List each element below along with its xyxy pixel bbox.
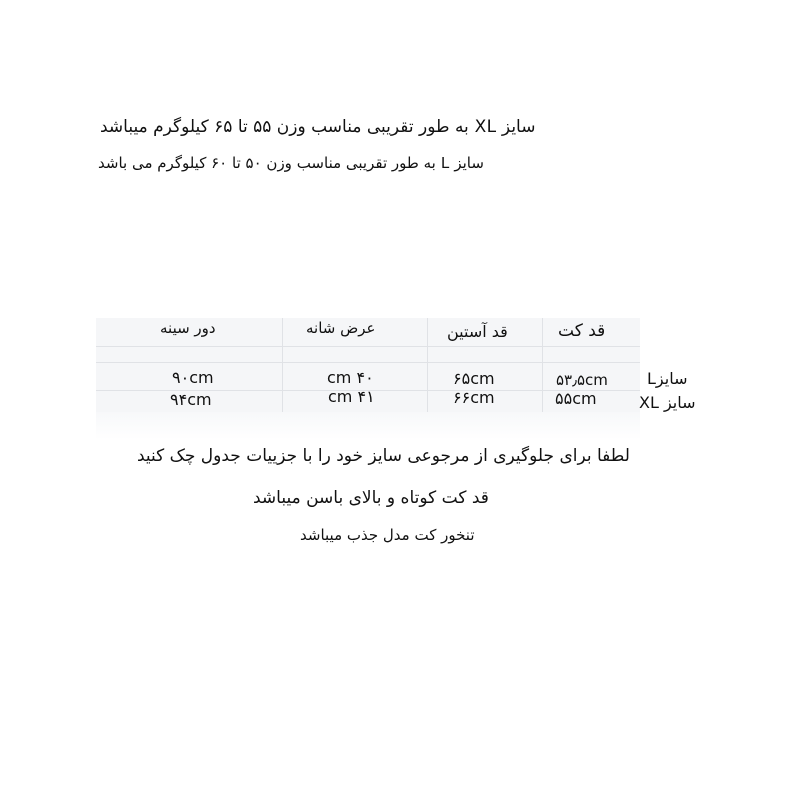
fit-note: تنخور کت مدل جذب میباشد [300,526,475,544]
header-shoulder: عرض شانه [306,319,376,337]
header-chest: دور سینه [160,319,216,337]
cell-length-xl: ۵۵cm [555,389,597,408]
header-length: قد کت [558,321,606,341]
row-label-xl: سایز XL [639,393,696,412]
cell-shoulder-xl: cm ۴۱ [328,387,375,406]
cell-length-l: ۵۳٫۵cm [556,371,608,389]
table-shadow [96,412,640,440]
short-length-note: قد کت کوتاه و بالای باسن میباشد [253,488,489,508]
cell-chest-l: ۹۰cm [172,368,214,387]
table-divider [427,318,428,412]
cell-shoulder-l: cm ۴۰ [327,368,374,387]
size-xl-weight-note: سایز XL به طور تقریبی مناسب وزن ۵۵ تا ۶۵ کیلوگرم میباشد [100,117,536,137]
cell-sleeve-l: ۶۵cm [453,369,495,388]
cell-sleeve-xl: ۶۶cm [453,388,495,407]
row-label-l: سایزL [647,369,688,388]
check-table-note: لطفا برای جلوگیری از مرجوعی سایز خود را با جزییات جدول چک کنید [137,446,630,466]
header-sleeve: قد آستین [447,322,508,341]
table-divider [542,318,543,412]
table-divider [96,346,640,347]
cell-chest-xl: ۹۴cm [170,390,212,409]
size-l-weight-note: سایز L به طور تقریبی مناسب وزن ۵۰ تا ۶۰ کیلوگرم می باشد [98,154,484,172]
table-divider [282,318,283,412]
table-divider [96,362,640,363]
